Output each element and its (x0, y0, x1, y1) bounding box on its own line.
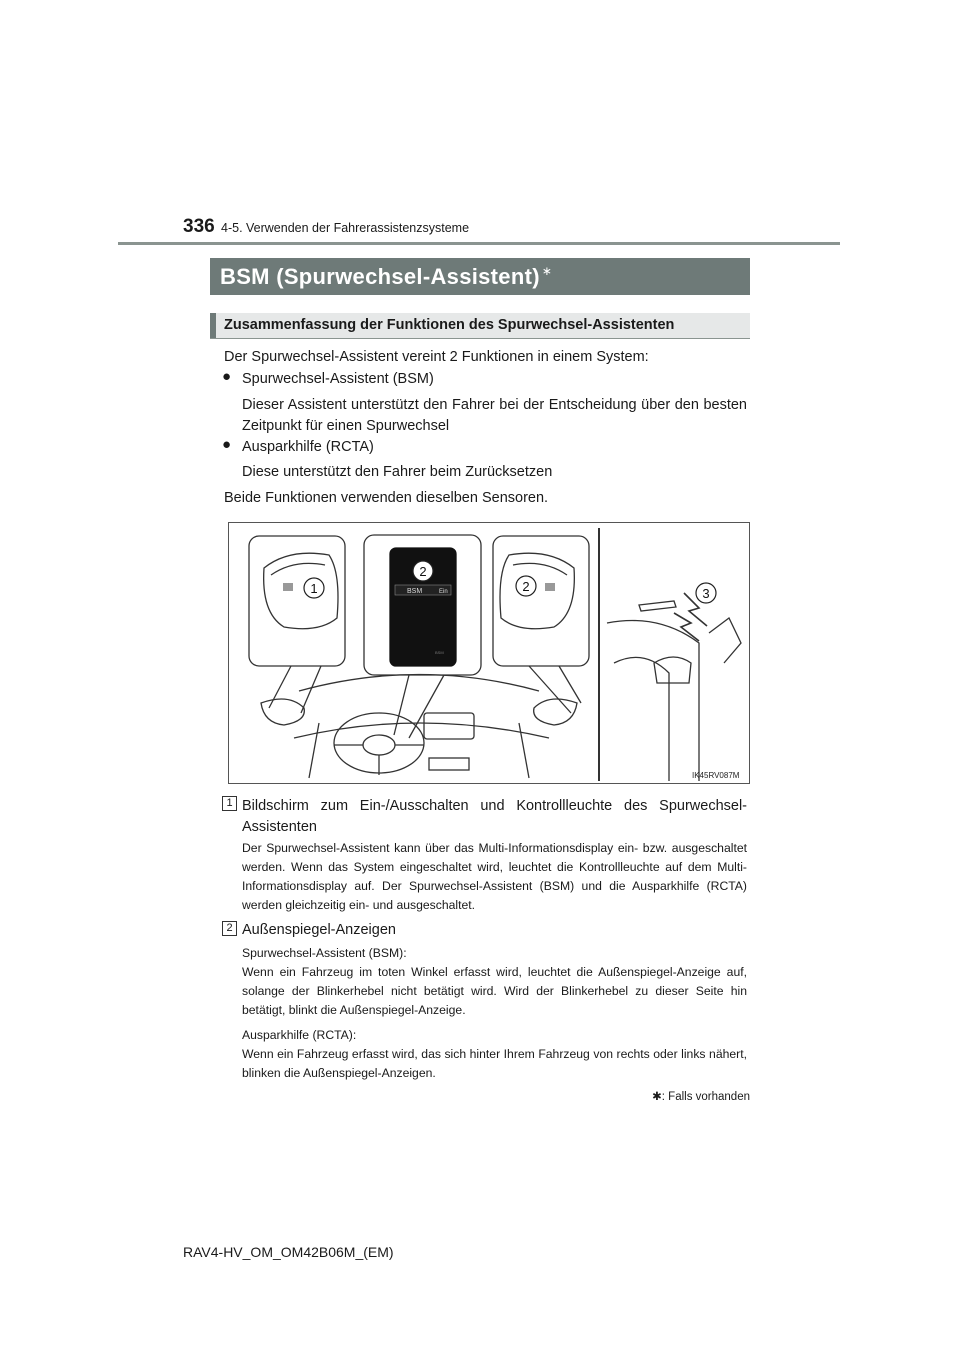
bullet-label-rcta: Ausparkhilfe (RCTA) (242, 439, 374, 455)
footnote-star: ✱ (652, 1091, 662, 1103)
left-side-mirror (261, 699, 304, 725)
legend-bsm-heading: Spurwechsel-Assistent (BSM): (242, 946, 407, 960)
right-mirror-inset (493, 536, 589, 666)
callout-number: 2 (419, 564, 427, 579)
center-screen (424, 713, 474, 739)
bsm-illustration (228, 522, 750, 784)
header-rule (118, 242, 840, 245)
section-title: BSM (Spurwechsel-Assistent) (220, 264, 540, 289)
display-bsm-label: BSM (407, 588, 423, 595)
illustration-drawing (229, 523, 749, 783)
legend-title-2: Außenspiegel-Anzeigen (242, 922, 396, 938)
document-code: RAV4-HV_OM_OM42B06M_(EM) (183, 1244, 394, 1260)
bullet-icon: ● (222, 436, 232, 453)
display-ein-label: Ein (439, 589, 448, 595)
legend-number-1: 1 (222, 796, 237, 811)
bullet-label-bsm: Spurwechsel-Assistent (BSM) (242, 371, 434, 387)
legend-title-1: Bildschirm zum Ein-/Ausschalten und Kontrollleuchte des Spurwechsel-Assistenten (242, 798, 747, 835)
page-number: 336 (183, 216, 215, 237)
footnote-text: : Falls vorhanden (661, 1091, 750, 1103)
optional-equipment-mark: ∗ (541, 264, 552, 278)
callout-number: 2 (522, 579, 530, 594)
left-mirror-indicator (283, 583, 293, 591)
left-mirror-inset (249, 536, 345, 666)
subsection-title: Zusammenfassung der Funktionen des Spurwechsel-Assistenten (224, 317, 675, 333)
bullet-desc-bsm: Dieser Assistent unterstützt den Fahrer bei der Entscheidung über den besten Zeitpunkt für einen Spurwechsel (242, 397, 747, 434)
section-title-bar (210, 258, 750, 295)
callout-number: 1 (310, 581, 318, 596)
right-mirror-outline (500, 553, 574, 629)
display-bsm-small: BSM (435, 650, 444, 655)
rear-seat (614, 657, 669, 781)
intro-text: Der Spurwechsel-Assistent vereint 2 Funktionen in einem System: (224, 349, 649, 365)
headrest (654, 657, 691, 683)
figure-code: IK45RV087M (692, 771, 740, 780)
right-mirror-indicator (545, 583, 555, 591)
left-mirror-outline (264, 553, 338, 629)
legend-bsm-text: Wenn ein Fahrzeug im toten Winkel erfasst wird, leuchtet die Außenspiegel-Anzeige auf, solange der Blinkerhebel nicht betätigt wird. Wird der Blinkerhebel zu dieser Seite hin betätigt, blinkt die Außenspiegel-Anzeige. (242, 965, 747, 1017)
legend-number-2: 2 (222, 921, 237, 936)
callout-number: 3 (702, 586, 710, 601)
chapter-heading: 4-5. Verwenden der Fahrerassistenzsysteme (221, 221, 470, 235)
legend-rcta-text: Wenn ein Fahrzeug erfasst wird, das sich hinter Ihrem Fahrzeug von rechts oder links nähert, blinken die Außenspiegel-Anzeigen. (242, 1047, 747, 1080)
dashboard-outline (294, 723, 549, 738)
sensors-note: Beide Funktionen verwenden dieselben Sensoren. (224, 490, 549, 506)
rear-sensor (639, 601, 676, 611)
subsection-accent (210, 313, 216, 338)
legend-text-1: Der Spurwechsel-Assistent kann über das Multi-Informationsdisplay ein- bzw. ausgeschaltet werden. Wenn das System eingeschaltet wird, leuchtet die Kontrollleuchte auf dem Multi-Informationsdisplay auf. Der Spurwechsel-Assistent (BSM) und die Ausparkhilfe (RCTA) werden gleichzeitig ein- und ausgeschaltet. (242, 841, 747, 912)
subsection-bar (210, 313, 750, 339)
bullet-desc-rcta: Diese unterstützt den Fahrer beim Zurücksetzen (242, 464, 553, 480)
legend-rcta-heading: Ausparkhilfe (RCTA): (242, 1028, 357, 1042)
bullet-icon: ● (222, 368, 232, 385)
footnote (620, 1089, 750, 1103)
